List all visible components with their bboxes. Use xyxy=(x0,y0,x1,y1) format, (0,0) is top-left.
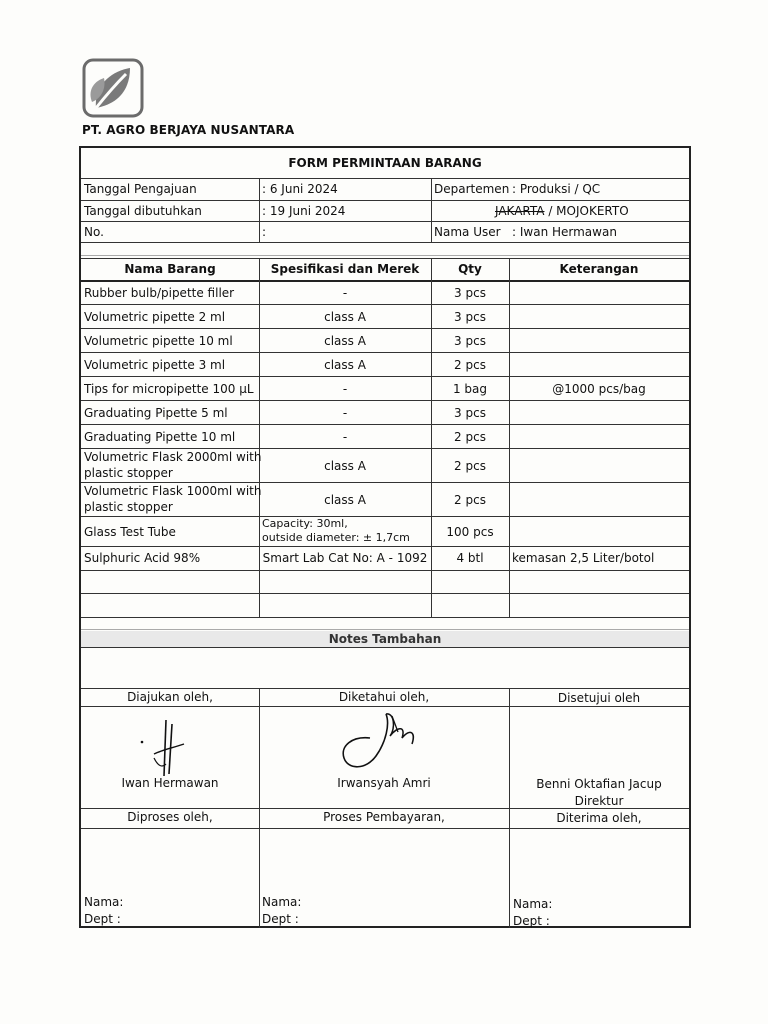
row-8-spek: class A xyxy=(324,459,366,473)
company-logo xyxy=(82,58,144,118)
col-header-keterangan: Keterangan xyxy=(559,262,639,276)
col-header-spek: Spesifikasi dan Merek xyxy=(270,262,420,276)
departemen-label: Departemen xyxy=(434,182,510,196)
no-value: : xyxy=(262,225,267,239)
tanggal-dibutuhkan-label: Tanggal dibutuhkan xyxy=(84,204,202,218)
diajukan-name: Iwan Hermawan xyxy=(121,776,219,790)
row-4-spek: class A xyxy=(324,358,366,372)
departemen-value: : Produksi / QC xyxy=(512,182,601,196)
form-title: FORM PERMINTAAN BARANG xyxy=(288,156,482,170)
row-6-spek: - xyxy=(342,406,348,420)
pembayaran-label: Proses Pembayaran, xyxy=(323,810,445,824)
row-5-qty: 1 bag xyxy=(452,382,488,396)
row-3-qty: 3 pcs xyxy=(454,334,486,348)
row-11-spek: Smart Lab Cat No: A - 1092 xyxy=(262,551,428,565)
row-11-nama: Sulphuric Acid 98% xyxy=(84,551,201,565)
diketahui-name: Irwansyah Amri xyxy=(337,776,431,790)
company-name: PT. AGRO BERJAYA NUSANTARA xyxy=(82,123,295,137)
diterima-nama-label: Nama: xyxy=(513,897,553,911)
location xyxy=(495,204,629,218)
disetujui-name: Benni Oktafian Jacup xyxy=(536,777,662,791)
row-2-spek: class A xyxy=(324,310,366,324)
row-10-qty: 100 pcs xyxy=(446,525,494,539)
row-9-nama-line2: plastic stopper xyxy=(84,500,173,514)
row-3-nama: Volumetric pipette 10 ml xyxy=(84,334,233,348)
row-1-nama: Rubber bulb/pipette filler xyxy=(84,286,235,300)
row-8-qty: 2 pcs xyxy=(454,459,486,473)
row-2-nama: Volumetric pipette 2 ml xyxy=(84,310,226,324)
tanggal-pengajuan-value: : 6 Juni 2024 xyxy=(262,182,338,196)
location-struck: JAKARTA xyxy=(495,204,545,218)
row-5-keterangan: @1000 pcs/bag xyxy=(552,382,646,396)
diproses-dept-label: Dept : xyxy=(84,912,121,926)
notes-label: Notes Tambahan xyxy=(328,632,442,646)
pembayaran-dept-label: Dept : xyxy=(262,912,299,926)
disetujui-title: Direktur xyxy=(574,794,624,808)
row-4-nama: Volumetric pipette 3 ml xyxy=(84,358,226,372)
row-11-keterangan: kemasan 2,5 Liter/botol xyxy=(512,551,655,565)
row-10-spek-line2: outside diameter: ± 1,7cm xyxy=(262,531,410,544)
row-2-qty: 3 pcs xyxy=(454,310,486,324)
row-7-spek: - xyxy=(342,430,348,444)
row-9-nama-line1: Volumetric Flask 1000ml with xyxy=(84,484,262,498)
row-6-qty: 3 pcs xyxy=(454,406,486,420)
row-4-qty: 2 pcs xyxy=(454,358,486,372)
col-header-nama: Nama Barang xyxy=(124,262,216,276)
row-8-nama-line1: Volumetric Flask 2000ml with xyxy=(84,450,262,464)
signature-iwan xyxy=(136,714,206,784)
row-1-qty: 3 pcs xyxy=(454,286,486,300)
row-11-qty: 4 btl xyxy=(456,551,484,565)
tanggal-pengajuan-label: Tanggal Pengajuan xyxy=(84,182,197,196)
col-header-qty: Qty xyxy=(458,262,482,276)
diproses-label: Diproses oleh, xyxy=(127,810,213,824)
diproses-nama-label: Nama: xyxy=(84,895,124,909)
disetujui-label: Disetujui oleh xyxy=(557,691,641,705)
no-label: No. xyxy=(84,225,104,239)
location-value: / MOJOKERTO xyxy=(548,204,629,218)
row-1-spek: - xyxy=(342,286,348,300)
row-8-nama-line2: plastic stopper xyxy=(84,466,173,480)
row-5-spek: - xyxy=(342,382,348,396)
pembayaran-nama-label: Nama: xyxy=(262,895,302,909)
diterima-label: Diterima oleh, xyxy=(556,811,642,825)
nama-user-label: Nama User xyxy=(434,225,501,239)
row-7-nama: Graduating Pipette 10 ml xyxy=(84,430,236,444)
diketahui-label: Diketahui oleh, xyxy=(338,690,430,704)
row-3-spek: class A xyxy=(324,334,366,348)
row-10-spek-line1: Capacity: 30ml, xyxy=(262,517,348,530)
row-9-qty: 2 pcs xyxy=(454,493,486,507)
row-9-spek: class A xyxy=(324,493,366,507)
row-5-nama: Tips for micropipette 100 µL xyxy=(84,382,254,396)
row-6-nama: Graduating Pipette 5 ml xyxy=(84,406,228,420)
nama-user-value: : Iwan Hermawan xyxy=(512,225,617,239)
row-7-qty: 2 pcs xyxy=(454,430,486,444)
tanggal-dibutuhkan-value: : 19 Juni 2024 xyxy=(262,204,346,218)
row-10-nama: Glass Test Tube xyxy=(84,525,176,539)
signature-irwansyah xyxy=(336,708,426,778)
request-form xyxy=(79,146,691,928)
diajukan-label: Diajukan oleh, xyxy=(127,690,213,704)
diterima-dept-label: Dept : xyxy=(513,914,550,928)
